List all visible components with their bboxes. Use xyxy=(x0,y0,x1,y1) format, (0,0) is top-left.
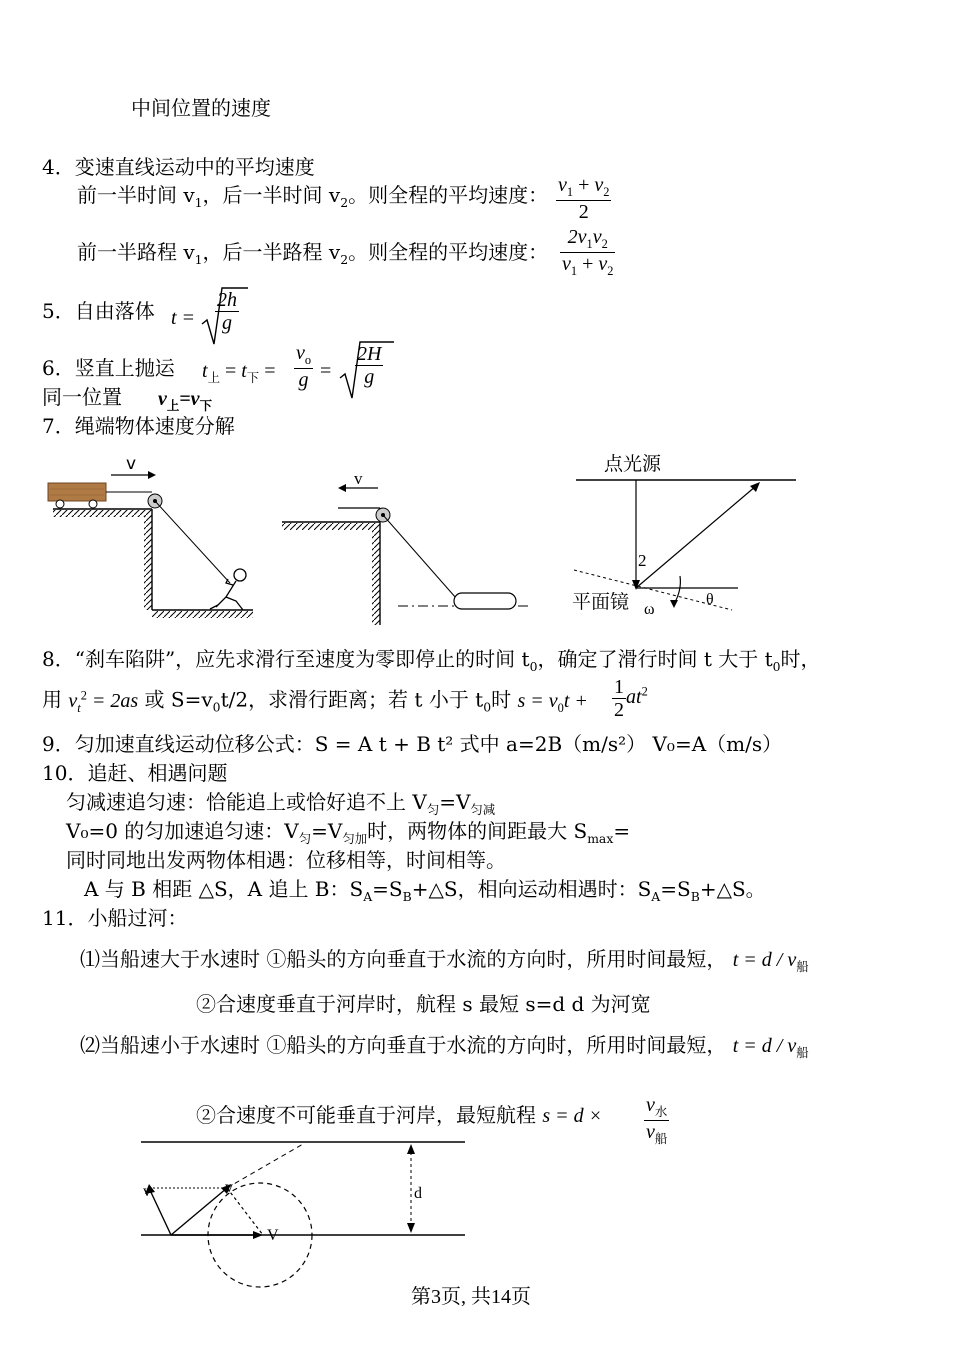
formula-eq-sign: = xyxy=(320,360,332,382)
river-d-label: d xyxy=(414,1185,422,1202)
heading-boat-crossing: 11．小船过河： xyxy=(42,906,188,930)
page-footer: 第3页, 共14页 xyxy=(411,1286,531,1308)
fig3-theta-label: θ xyxy=(706,591,714,608)
fig2-v-label: v xyxy=(354,470,363,488)
boat-slower-shortest-path: ②合速度不可能垂直于河岸，最短航程 s = d × xyxy=(196,1103,603,1127)
fig1-v-label: v xyxy=(126,455,137,474)
heading-rope-velocity: 7．绳端物体速度分解 xyxy=(42,414,235,438)
heading-average-speed: 4．变速直线运动中的平均速度 xyxy=(42,155,315,179)
chase-accel-line: V₀=0 的匀加速追匀速：$V_匀=V_{匀加}$时，两物体的间距最大 $S_{max}=$ xyxy=(66,819,631,846)
river-v-label-2: v xyxy=(225,1179,233,1196)
chase-decel-line: 匀减速追匀速：恰能追上或恰好追不上 $V_匀=V_{匀减}$ xyxy=(66,790,496,817)
boat-faster-line: ⑴当船速大于水速时 ①船头的方向垂直于水流的方向时，所用时间最短， $t = d / v_船$ xyxy=(80,947,809,974)
distance-delta-line: A 与 B 相距 △S，A 追上 B：$S_A=S_B+\triangle S$，相向运动相遇时：$S_A=S_B+\triangle S$。 xyxy=(84,877,766,904)
river-v-label-1: v xyxy=(143,1183,151,1200)
text-middle-position-speed: 中间位置的速度 xyxy=(131,96,271,120)
braking-trap-line-2: 用 $v_t^2 = 2as$ 或 $S=v_0t/2$，求滑行距离；若 t 小于 $t_0$时 $s = v_0t$ + xyxy=(42,687,588,715)
figure-boat-pulled xyxy=(278,470,538,628)
same-start-meet-line: 同时同地出发两物体相遇：位移相等，时间相等。 xyxy=(66,848,506,872)
heading-chase-meet: 10．追赶、相遇问题 xyxy=(42,761,228,785)
river-v-label-3: V xyxy=(267,1227,279,1244)
formula-half-distance-average: $\frac{2v_1v_2}{v_1 + v_2}$ xyxy=(562,226,614,278)
fig3-light-source-label: 点光源 xyxy=(604,453,662,475)
braking-trap-line-1: 8．“刹车陷阱”，应先求滑行至速度为零即停止的时间 $t_0$，确定了滑行时间 t 大于 $t_0$时， xyxy=(42,647,821,674)
formula-free-fall-t: t = xyxy=(171,307,196,329)
avg-speed-half-distance-line: 前一半路程 $v_1$，后一半路程 $v_2$。则全程的平均速度： xyxy=(77,240,549,267)
figure-cart-on-cliff xyxy=(38,455,263,627)
fig3-omega-label: ω xyxy=(644,601,655,618)
formula-v-water-over-v-boat: $\frac{v_水}{v_船}$ xyxy=(646,1094,668,1146)
avg-speed-half-time-line: 前一半时间 $v_1$，后一半时间 $v_2$。则全程的平均速度： xyxy=(77,183,549,210)
formula-v-up-eq-v-down: $v_上=v_下$ xyxy=(158,388,212,413)
formula-t-up-t-down: $t_上 = t_下$ = xyxy=(202,360,276,385)
heading-free-fall: 5．自由落体 xyxy=(42,299,155,323)
same-position-label: 同一位置 xyxy=(42,385,122,409)
formula-free-fall-frac: $\frac{2h}{g}$ xyxy=(217,289,237,334)
heading-vertical-throw: 6．竖直上抛运 xyxy=(42,356,175,380)
formula-v0-over-g: $\frac{v_o}{g}$ xyxy=(296,342,312,391)
formula-half-at-squared: $\frac{1}{2}$ $at^2$ xyxy=(614,676,648,721)
figure-light-mirror xyxy=(570,448,810,626)
uniform-accel-formula-line: 9．匀加速直线运动位移公式：S = A t + B t² 式中 a=2B（m/s²） V₀=A（m/s） xyxy=(42,732,783,756)
fig3-angle-2: 2 xyxy=(638,551,647,570)
formula-sqrt-2H-g: $\frac{2H}{g}$ xyxy=(357,343,382,388)
boat-faster-shortest-path: ②合速度垂直于河岸时，航程 s 最短 s=d d 为河宽 xyxy=(196,992,651,1016)
boat-slower-line: ⑵当船速小于水速时 ①船头的方向垂直于水流的方向时，所用时间最短， $t = d / v_船$ xyxy=(80,1033,809,1060)
formula-half-time-average: $\frac{v_1 + v_2}{2}$ xyxy=(558,174,610,223)
figure-river-crossing xyxy=(135,1130,475,1290)
fig3-mirror-label: 平面镜 xyxy=(572,591,630,613)
